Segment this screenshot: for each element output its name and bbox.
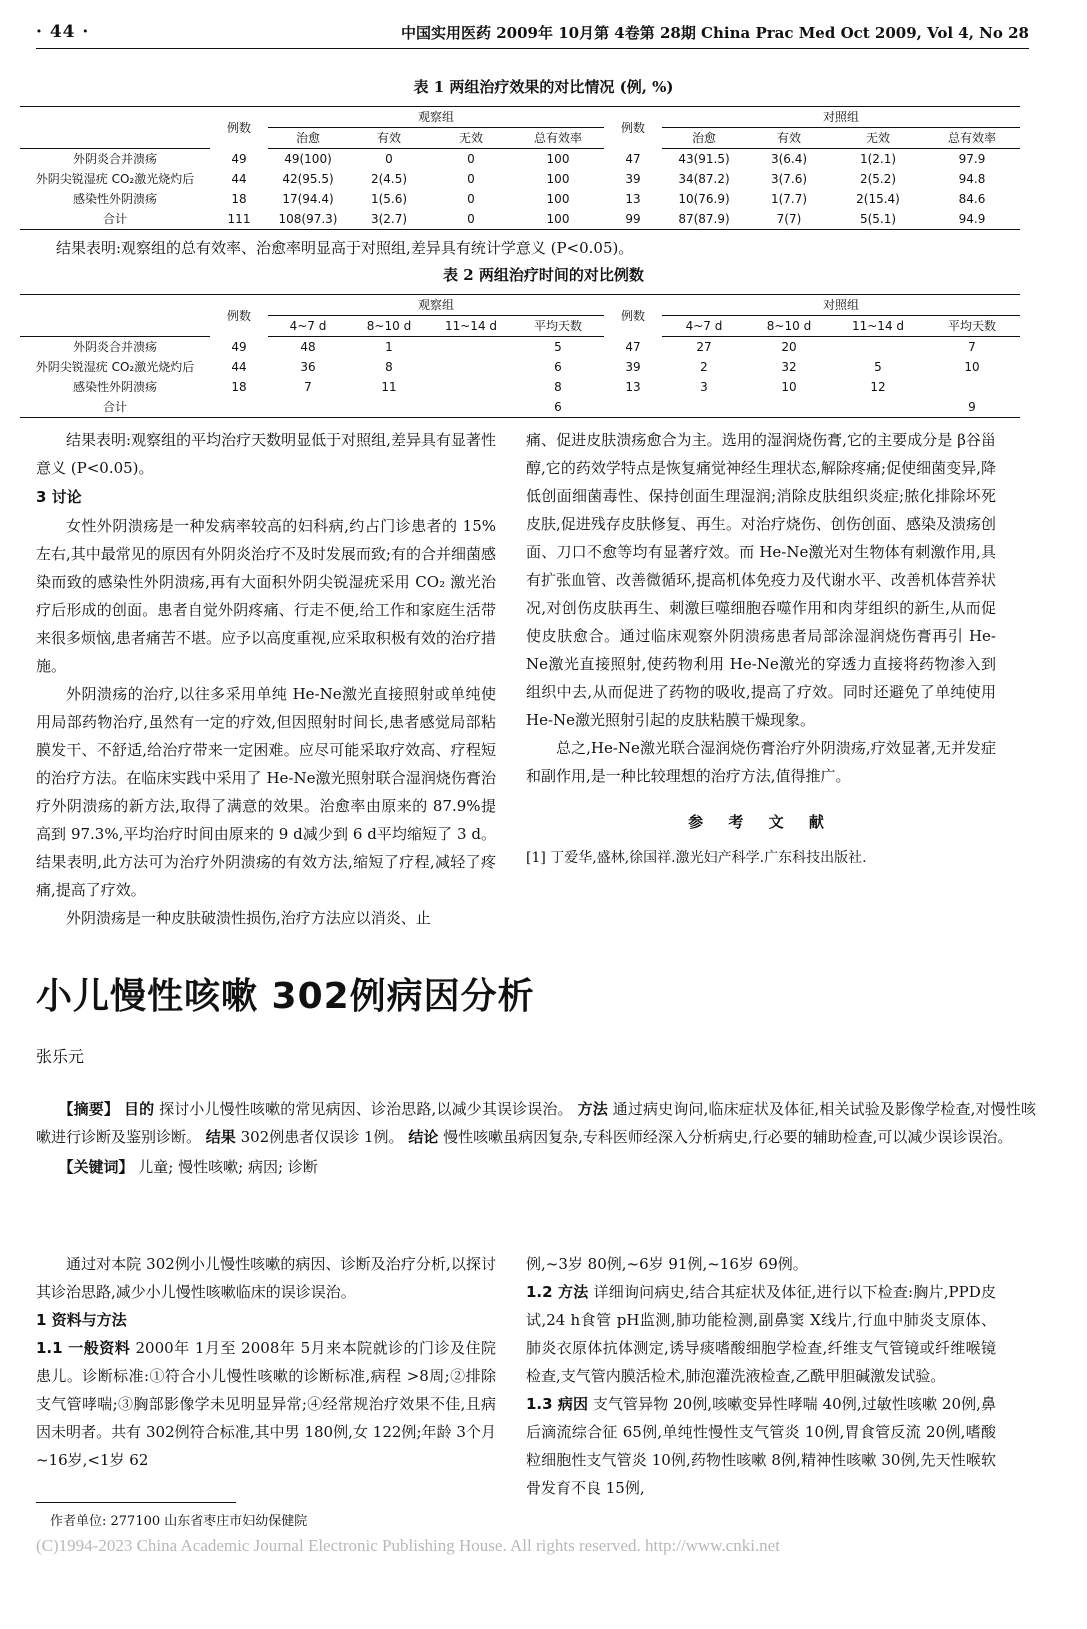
table-row: [20, 397, 1020, 418]
table-cell: 5: [874, 360, 882, 374]
table-cell: 100: [546, 152, 570, 166]
t1-head: 有效: [348, 128, 430, 149]
table-cell: 11: [381, 380, 397, 394]
table-row: [20, 149, 1020, 170]
table-cell: 36: [300, 360, 316, 374]
t1-head: 总有效率: [924, 128, 1020, 149]
table-cell: 39: [625, 360, 641, 374]
table-cell: [832, 337, 924, 358]
table-cell: 6: [554, 360, 562, 374]
table-cell: 1(2.1): [859, 152, 897, 166]
abstract-result-label: 结果: [205, 1128, 236, 1146]
table-cell: 100: [512, 209, 604, 230]
table-cell: 7: [304, 380, 312, 394]
table-row: [20, 209, 1020, 230]
table1-body: [20, 149, 1020, 230]
subsection-text: 支气管异物 20例,咳嗽变异性哮喘 40例,过敏性咳嗽 20例,鼻后滴流综合征 65例,单纯性慢性支气管炎 10例,胃食管反流 20例,嗜酸粒细胞性支气管炎 10例,药物性咳嗽 8例,精神性咳嗽 30例,先天性喉软骨发育不良 15例,: [526, 1395, 997, 1497]
header-rule: [36, 48, 1029, 49]
references-title: 参 考 文 献: [688, 813, 834, 831]
paragraph: 总之,He-Ne激光联合湿润烧伤膏治疗外阴溃疡,疗效显著,无并发症和副作用,是一种比较理想的治疗方法,值得推广。: [526, 739, 996, 785]
table-cell: 0: [467, 152, 475, 166]
table-cell: 49(100): [284, 152, 332, 166]
t2-head: 8~10 d: [746, 316, 832, 337]
table-cell: 1: [385, 340, 393, 354]
table-cell: 2(5.2): [859, 172, 897, 186]
paragraph: [526, 1390, 996, 1502]
table-cell: 1(5.6): [370, 192, 408, 206]
t2-group-ctrl: 对照组: [662, 295, 1020, 316]
table-cell: 97.9: [958, 152, 986, 166]
table-cell: 3(2.7): [348, 209, 430, 230]
table-cell: 0: [467, 192, 475, 206]
t1-group-ctrl: 对照组: [662, 107, 1020, 128]
t1-head: 治愈: [662, 128, 746, 149]
footnote-rule: [36, 1502, 236, 1503]
table-cell: 2: [700, 360, 708, 374]
table-cell: 感染性外阴溃疡: [72, 192, 157, 206]
t2-head: 11~14 d: [832, 316, 924, 337]
table-cell: 84.6: [958, 192, 986, 206]
table-cell: 44: [231, 172, 247, 186]
table-cell: 49: [231, 151, 247, 166]
paragraph: 通过对本院 302例小儿慢性咳嗽的病因、诊断及治疗分析,以探讨其诊治思路,减少小儿慢性咳嗽临床的误诊误治。: [36, 1255, 496, 1301]
table-cell: 100: [546, 192, 570, 206]
table-cell: 13: [625, 192, 641, 206]
abstract-method-label: 方法: [577, 1100, 608, 1118]
right-column: [526, 426, 996, 872]
table-cell: [348, 397, 430, 418]
abstract-label: 【摘要】: [58, 1100, 120, 1118]
table-row: [20, 189, 1020, 209]
table-cell: 42(95.5): [282, 172, 334, 186]
t1-col-cases-obs: 例数: [210, 107, 268, 149]
subsection-text: 详细询问病史,结合其症状及体征,进行以下检查:胸片,PPD皮试,24 h食管 pH监测,肺功能检测,副鼻窦 X线片,行血中肺炎支原体、肺炎衣原体抗体测定,诱导痰嗜酸细胞学检查,纤维支气管镜或纤维喉镜检查,支气管内膜活检术,肺泡灌洗液检查,乙酰甲胆碱激发试验。: [526, 1283, 996, 1385]
table-cell: 感染性外阴溃疡: [72, 380, 157, 394]
table-cell: 3(7.6): [770, 172, 808, 186]
paragraph: 结果表明:观察组的平均治疗天数明显低于对照组,差异具有显著性意义 (P<0.05)。: [36, 431, 496, 477]
t1-col-cases-ctrl: 例数: [604, 107, 662, 149]
table-cell: 47: [625, 151, 641, 166]
paragraph: 例,~3岁 80例,~6岁 91例,~16岁 69例。: [526, 1255, 808, 1273]
table-cell: 20: [781, 340, 797, 354]
table2: [20, 294, 1020, 418]
author-affiliation: 作者单位: 277100 山东省枣庄市妇幼保健院: [50, 1514, 308, 1529]
t1-head: 有效: [746, 128, 832, 149]
t2-head: 平均天数: [924, 316, 1020, 337]
table-cell: 32: [781, 360, 797, 374]
journal-header: 中国实用医药 2009年 10月第 4卷第 28期 China Prac Med Oct 2009, Vol 4, No 28: [401, 24, 1029, 42]
table-cell: 2(4.5): [370, 172, 408, 186]
abstract: [36, 1095, 1036, 1181]
table1-result: 结果表明:观察组的总有效率、治愈率明显高于对照组,差异具有统计学意义 (P<0.05)。: [56, 239, 634, 257]
table-cell: 44: [231, 360, 247, 374]
abstract-aim: 探讨小儿慢性咳嗽的常见病因、诊治思路,以减少其误诊误治。: [159, 1100, 573, 1118]
paragraph: [526, 1278, 996, 1390]
subsection-label: 1.2 方法: [526, 1283, 589, 1301]
article2-right-column: [526, 1250, 996, 1502]
left-column: [36, 426, 496, 932]
t2-head: 4~7 d: [662, 316, 746, 337]
paragraph: 痛、促进皮肤溃疡愈合为主。选用的湿润烧伤膏,它的主要成分是 β谷甾醇,它的药效学特点是恢复痛觉神经生理状态,解除疼痛;促使细菌变异,降低创面细菌毒性、保持创面生理湿润;消除皮肤组织炎症;脓化排除坏死皮肤,促进残存皮肤修复、再生。对治疗烧伤、创伤创面、感染及溃疡创面、刀口不愈等均有显著疗效。而 He-Ne激光对生物体有刺激作用,具有扩张血管、改善微循环,提高机体免疫力及代谢水平、改善机体营养状况,对创伤皮肤再生、刺激巨噬细胞吞噬作用和肉芽组织的新生,从而促使皮肤愈合。通过临床观察外阴溃疡患者局部涂湿润烧伤膏再引 He-Ne激光直接照射,使药物利用 He-Ne激光的穿透力直接将药物渗入到组织中去,从而促进了药物的吸收,提高了疗效。同时还避免了单纯使用 He-Ne激光照射引起的皮肤粘膜干燥现象。: [526, 431, 996, 729]
table-cell: 47: [625, 339, 641, 354]
article-title: 小儿慢性咳嗽 302例病因分析: [36, 976, 535, 1017]
table1: [20, 106, 1020, 230]
t2-head: 11~14 d: [430, 316, 512, 337]
table1-caption: 表 1 两组治疗效果的对比情况 (例, %): [413, 78, 674, 96]
t2-col-cases-ctrl: 例数: [604, 295, 662, 337]
subsection-label: 1.3 病因: [526, 1395, 589, 1413]
table-cell: 12: [870, 380, 886, 394]
table2-body: [20, 337, 1020, 418]
paragraph: 女性外阴溃疡是一种发病率较高的妇科病,约占门诊患者的 15%左右,其中最常见的原因有外阴炎治疗不及时发展而致;有的合并细菌感染而致的感染性外阴溃疡,再有大面积外阴尖锐湿疣采用 CO₂ 激光治疗后形成的创面。患者自觉外阴疼痛、行走不便,给工作和家庭生活带来很多烦恼,患者痛苦不堪。应予以高度重视,应采取积极有效的治疗措施。: [36, 517, 496, 675]
keywords-line: [36, 1153, 1036, 1181]
subsection-text: 2000年 1月至 2008年 5月来本院就诊的门诊及住院患儿。诊断标准:①符合小儿慢性咳嗽的诊断标准,病程 >8周;②排除支气管哮喘;③胸部影像学未见明显异常;④经常规治疗效果不佳,且病因未明者。共有 302例符合标准,其中男 180例,女 122例;年龄 3个月 ~16岁,<1岁 62: [36, 1339, 496, 1469]
table-cell: 7: [968, 340, 976, 354]
table-cell: [662, 397, 746, 418]
abstract-text: [36, 1095, 1036, 1151]
section-heading: 3 讨论: [36, 488, 82, 506]
table-cell: 外阴尖锐湿疣 CO₂激光烧灼后: [35, 172, 195, 186]
table-cell: 100: [546, 172, 570, 186]
t2-head: 平均天数: [512, 316, 604, 337]
table-cell: [924, 377, 1020, 397]
table-cell: [210, 397, 268, 418]
table-row: [20, 337, 1020, 358]
table-cell: 18: [231, 380, 247, 394]
article2-left-column: [36, 1250, 496, 1474]
table-cell: 43(91.5): [678, 152, 730, 166]
t1-head: 无效: [832, 128, 924, 149]
table-cell: [832, 397, 924, 418]
table-cell: 3: [700, 380, 708, 394]
table-cell: 18: [231, 192, 247, 206]
page-number: · 44 ·: [36, 22, 90, 42]
table-cell: 1(7.7): [770, 192, 808, 206]
table-cell: 5: [554, 340, 562, 354]
table-cell: 8: [554, 380, 562, 394]
table-cell: 0: [430, 209, 512, 230]
keywords: 儿童; 慢性咳嗽; 病因; 诊断: [138, 1158, 318, 1176]
t2-group-obs: 观察组: [268, 295, 604, 316]
table-cell: [268, 397, 348, 418]
table-cell: 34(87.2): [678, 172, 730, 186]
reference-item: [1] 丁爱华,盛林,徐国祥.激光妇产科学.广东科技出版社.: [526, 850, 867, 866]
table-cell: 10: [781, 380, 797, 394]
section-heading: 1 资料与方法: [36, 1311, 127, 1329]
table-cell: [430, 397, 512, 418]
table-cell: 外阴尖锐湿疣 CO₂激光烧灼后: [35, 360, 195, 374]
t2-head: 4~7 d: [268, 316, 348, 337]
table-row: [20, 357, 1020, 377]
table-cell: 2(15.4): [856, 192, 900, 206]
copyright-watermark: (C)1994-2023 China Academic Journal Electronic Publishing House. All rights reserved. http://www.cnki.net: [36, 1536, 780, 1555]
table-cell: 5(5.1): [832, 209, 924, 230]
table-cell: 合计: [20, 397, 210, 418]
table-cell: 3(6.4): [770, 152, 808, 166]
table-cell: 17(94.4): [282, 192, 334, 206]
abstract-conclusion: 慢性咳嗽虽病因复杂,专科医师经深入分析病史,行必要的辅助检查,可以减少误诊误治。: [443, 1128, 1013, 1146]
t1-head: 无效: [430, 128, 512, 149]
abstract-method: 通过病史询问,临床症状及体征,相关试验及影像学检查,对慢性咳嗽进行诊断及鉴别诊断。: [36, 1100, 1036, 1146]
table-cell: 10: [964, 360, 980, 374]
table-cell: 27: [696, 340, 712, 354]
t1-group-obs: 观察组: [268, 107, 604, 128]
paragraph: 外阴溃疡的治疗,以往多采用单纯 He-Ne激光直接照射或单纯使用局部药物治疗,虽然有一定的疗效,但因照射时间长,患者感觉局部粘膜发干、不舒适,给治疗带来一定困难。应尽可能采取疗效高、疗程短的治疗方法。在临床实践中采用了 He-Ne激光照射联合湿润烧伤膏治疗外阴溃疡的新方法,取得了满意的效果。治愈率由原来的 87.9%提高到 97.3%,平均治疗时间由原来的 9 d减少到 6 d平均缩短了 3 d。结果表明,此方法可为治疗外阴溃疡的有效方法,缩短了疗程,减轻了疼痛,提高了疗效。: [36, 685, 496, 899]
table-cell: 7(7): [746, 209, 832, 230]
table-cell: 9: [924, 397, 1020, 418]
table-cell: [430, 337, 512, 358]
table-cell: 48: [300, 340, 316, 354]
table-cell: 87(87.9): [662, 209, 746, 230]
abstract-aim-label: 目的: [123, 1100, 155, 1118]
table-row: [20, 169, 1020, 189]
table-cell: 合计: [20, 209, 210, 230]
table-cell: 0: [467, 172, 475, 186]
table-cell: 8: [385, 360, 393, 374]
table-cell: 99: [604, 209, 662, 230]
table-cell: [604, 397, 662, 418]
table-row: [20, 377, 1020, 397]
table-cell: 6: [512, 397, 604, 418]
table-cell: 39: [625, 172, 641, 186]
table-cell: [430, 377, 512, 397]
t1-head: 总有效率: [512, 128, 604, 149]
t1-head: 治愈: [268, 128, 348, 149]
paragraph: [36, 1334, 496, 1474]
article-author: 张乐元: [36, 1047, 85, 1066]
table-cell: 49: [231, 339, 247, 354]
table-cell: 10(76.9): [678, 192, 730, 206]
table-cell: 94.9: [924, 209, 1020, 230]
table-cell: 0: [385, 152, 393, 166]
abstract-result: 302例患者仅误诊 1例。: [240, 1128, 404, 1146]
keywords-label: 【关键词】: [58, 1158, 134, 1176]
paragraph: 外阴溃疡是一种皮肤破溃性损伤,治疗方法应以消炎、止: [66, 909, 431, 927]
t2-head: 8~10 d: [348, 316, 430, 337]
table-cell: [746, 397, 832, 418]
t2-col-cases-obs: 例数: [210, 295, 268, 337]
table-cell: 108(97.3): [268, 209, 348, 230]
abstract-conclusion-label: 结论: [408, 1128, 439, 1146]
table-cell: [430, 357, 512, 377]
table-cell: 111: [210, 209, 268, 230]
table2-caption: 表 2 两组治疗时间的对比例数: [443, 266, 644, 284]
subsection-label: 1.1 一般资料: [36, 1339, 131, 1357]
table-cell: 外阴炎合并溃疡: [72, 152, 157, 166]
table-cell: 94.8: [958, 172, 986, 186]
table-cell: 外阴炎合并溃疡: [72, 340, 157, 354]
table-cell: 13: [625, 380, 641, 394]
